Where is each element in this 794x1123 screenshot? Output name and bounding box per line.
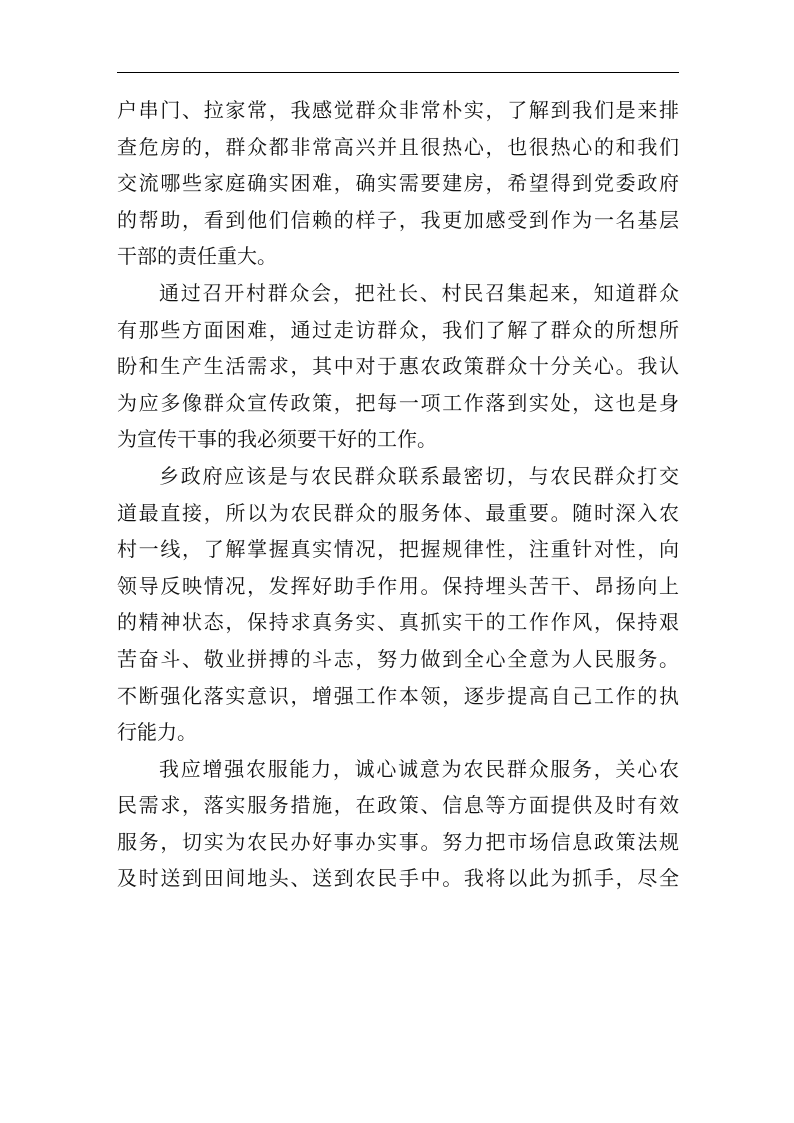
text-line: 为应多像群众宣传政策，把每一项工作落到实处，这也是身 — [117, 390, 679, 415]
text-line: 交流哪些家庭确实困难，确实需要建房，希望得到党委政府 — [117, 171, 679, 196]
paragraph — [117, 751, 679, 897]
text-line: 通过召开村群众会，把社长、村民召集起来，知道群众 — [159, 280, 679, 305]
text-line: 的精神状态，保持求真务实、真抓实干的工作作风，保持艰 — [117, 610, 679, 635]
text-line: 盼和生产生活需求，其中对于惠农政策群众十分关心。我认 — [117, 354, 679, 379]
paragraph — [117, 92, 679, 275]
text-line: 领导反映情况，发挥好助手作用。保持埋头苦干、昂扬向上 — [117, 573, 679, 598]
text-line: 及时送到田间地头、送到农民手中。我将以此为抓手，尽全 — [117, 866, 679, 891]
text-line: 查危房的，群众都非常高兴并且很热心，也很热心的和我们 — [117, 134, 679, 159]
header-rule — [117, 72, 679, 73]
text-line: 有那些方面困难，通过走访群众，我们了解了群众的所想所 — [117, 317, 679, 342]
text-line: 我应增强农服能力，诚心诚意为农民群众服务，关心农 — [159, 756, 679, 781]
paragraph — [117, 275, 679, 458]
text-line: 道最直接，所以为农民群众的服务体、最重要。随时深入农 — [117, 500, 679, 525]
text-line: 乡政府应该是与农民群众联系最密切，与农民群众打交 — [159, 463, 679, 488]
text-line: 的帮助，看到他们信赖的样子，我更加感受到作为一名基层 — [117, 207, 679, 232]
text-line: 户串门、拉家常，我感觉群众非常朴实，了解到我们是来排 — [117, 98, 679, 122]
text-line: 不断强化落实意识，增强工作本领，逐步提高自己工作的执 — [117, 683, 679, 708]
text-line: 民需求，落实服务措施，在政策、信息等方面提供及时有效 — [117, 793, 679, 818]
text-line: 服务，切实为农民办好事办实事。努力把市场信息政策法规 — [117, 829, 679, 854]
body-text — [117, 92, 679, 897]
text-line: 苦奋斗、敬业拼搏的斗志，努力做到全心全意为人民服务。 — [117, 646, 679, 671]
text-line: 干部的责任重大。 — [117, 244, 277, 269]
text-line: 为宣传干事的我必须要干好的工作。 — [117, 427, 437, 452]
text-line: 行能力。 — [117, 720, 197, 745]
text-line: 村一线，了解掌握真实情况，把握规律性，注重针对性，向 — [117, 537, 679, 562]
paragraph — [117, 458, 679, 751]
